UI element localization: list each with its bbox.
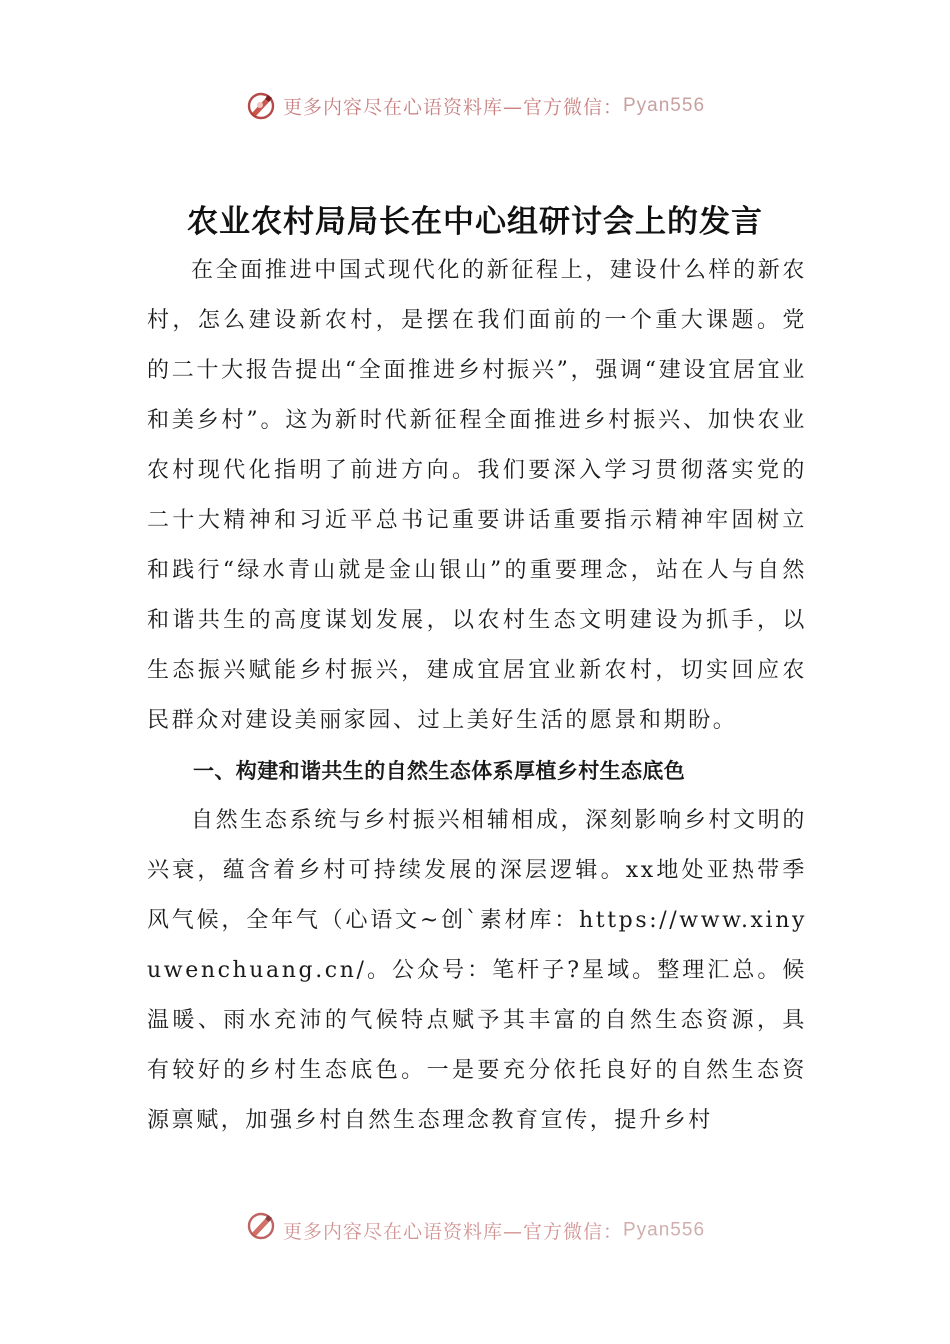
pen-logo-icon [245,90,277,122]
section-heading-1: 一、构建和谐共生的自然生态体系厚植乡村生态底色 [193,759,686,783]
watermark-banner-bottom [0,1210,950,1243]
watermark-text: 更多内容尽在心语资料库—官方微信： [282,96,623,119]
watermark-banner-top [0,90,950,122]
document-title: 农业农村局局长在中心组研讨会上的发言 [187,204,763,240]
watermark-text: 更多内容尽在心语资料库—官方微信： [282,1221,623,1243]
intro-paragraph: 在全面推进中国式现代化的新征程上，建设什么样的新农村，怎么建设新农村，是摆在我们面前的一个重大课题。党的二十大报告提出“全面推进乡村振兴”，强调“建设宜居宜业和美乡村”。这为新时代新征程全面推进乡村振兴、加快农业农村现代化指明了前进方向。我们要深入学习贯彻落实党的二十大精神和习近平总书记重要讲话重要指示精神牢固树立和践行“绿水青山就是金山银山”的重要理念，站在人与自然和谐共生的高度谋划发展，以农村生态文明建设为抓手，以生态振兴赋能乡村振兴，建成宜居宜业新农村，切实回应农民群众对建设美丽家园、过上美好生活的愿景和期盼。 [147,258,807,733]
watermark-wechat-id: Pyan556 [623,1219,706,1241]
watermark-wechat-id: Pyan556 [623,95,706,116]
pen-logo-icon [245,1210,277,1242]
section-1-paragraph: 自然生态系统与乡村振兴相辅相成，深刻影响乡村文明的兴衰，蕴含着乡村可持续发展的深层逻辑。xx地处亚热带季风气候，全年气（心语文~创`素材库：https://www.xinyuwenchuang.cn/。公众号：笔杆子?星域。整理汇总。候温暖、雨水充沛的气候特点赋予其丰富的自然生态资源，具有较好的乡村生态底色。一是要充分依托良好的自然生态资源禀赋，加强乡村自然生态理念教育宣传，提升乡村 [147,808,807,1133]
document-body [147,246,807,1146]
